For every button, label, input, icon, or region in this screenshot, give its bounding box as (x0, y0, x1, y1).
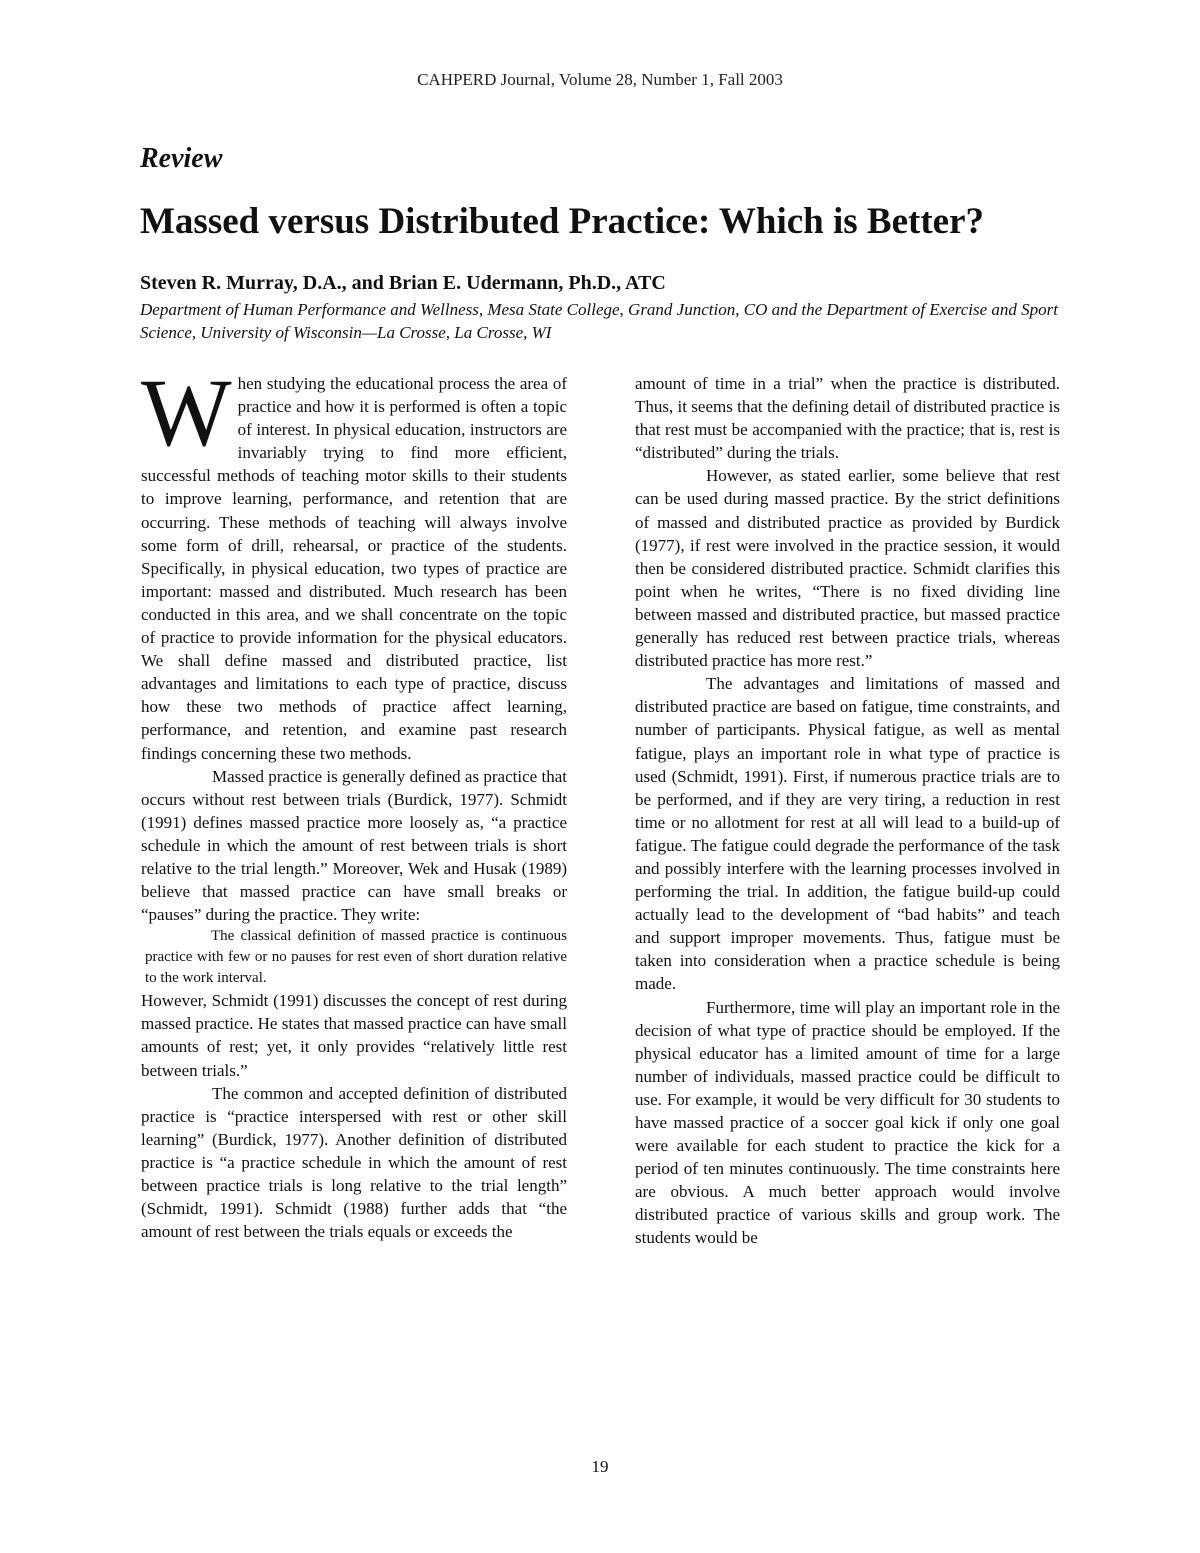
paragraph-intro-text: hen studying the educational process the area of practice and how it is performed is often a topic of interest. In physical education, instructors are invariably trying to find more efficient, successful methods of teaching motor skills to their students to improve learning, performance, and retention that are occurring. These methods of teaching will always involve some form of drill, rehearsal, or practice of the students. Specifically, in physical education, two types of practice are important: massed and distributed. Much research has been conducted in this area, and we shall concentrate on the topic of practice to provide information for the physical educators. We shall define massed and distributed practice, list advantages and limitations to each type of practice, discuss how these two methods of practice affect learning, performance, and retention, and examine past research findings concerning these two methods. (141, 374, 567, 763)
paragraph-continued: amount of time in a trial” when the practice is distributed. Thus, it seems that the defining detail of distributed practice is that rest must be accompanied with the practice; that is, rest is “distributed” during the trials. (635, 374, 1060, 463)
paragraph-schmidt-rest: However, Schmidt (1991) discusses the concept of rest during massed practice. He states that massed practice can have small amounts of rest; yet, it only provides “relatively little rest between trials.” (141, 991, 567, 1080)
page-number: 19 (591, 1457, 609, 1476)
paragraph-advantages: The advantages and limitations of massed and distributed practice are based on fatigue, time constraints, and number of participants. Physical fatigue, as well as mental fatigue, plays an important role in what type of practice is used (Schmidt, 1991). First, if numerous practice trials are to be performed, and if they are very tiring, a reduction in rest time or no allotment for rest at all will lead to a build-up of fatigue. The fatigue could degrade the performance of the task and possibly interfere with the learning processes involved in performing the trial. In addition, the fatigue build-up could actually lead to the development of “bad habits” and teach and support improper movements. Thus, fatigue must be taken into consideration when a practice schedule is being made. (635, 674, 1060, 994)
affiliation: Department of Human Performance and Wellness, Mesa State College, Grand Junction, CO and the Department of Exercise and Sport Science, University of Wisconsin—La Crosse, La Crosse, WI (140, 300, 1059, 342)
authors: Steven R. Murray, D.A., and Brian E. Udermann, Ph.D., ATC (140, 272, 666, 294)
block-quote: The classical definition of massed practice is continuous practice with few or no pauses for rest even of short duration relative to the work interval. (145, 928, 567, 987)
paragraph-rest-massed: However, as stated earlier, some believe that rest can be used during massed practice. By the strict definitions of massed and distributed practice as provided by Burdick (1977), if rest were involved in the practice session, it would then be considered distributed practice. Schmidt clarifies this point when he writes, “There is no fixed dividing line between massed and distributed practice, but massed practice generally has reduced rest between practice trials, whereas distributed practice has more rest.” (635, 466, 1060, 671)
section-label: Review (140, 143, 223, 174)
left-column (141, 359, 567, 1243)
article-title: Massed versus Distributed Practice: Which is Better? (140, 201, 985, 242)
drop-cap: W (141, 359, 232, 466)
paragraph-intro (141, 359, 567, 765)
right-column (635, 372, 1060, 1250)
paragraph-massed-definition: Massed practice is generally defined as practice that occurs without rest between trials (Burdick, 1977). Schmidt (1991) defines massed practice more loosely as, “a practice schedule in which the amount of rest between trials is short relative to the trial length.” Moreover, Wek and Husak (1989) believe that massed practice can have small breaks or “pauses” during the practice. They write: (141, 766, 567, 925)
journal-header: CAHPERD Journal, Volume 28, Number 1, Fall 2003 (417, 70, 783, 89)
paragraph-time: Furthermore, time will play an important role in the decision of what type of practice should be employed. If the physical educator has a limited amount of time for a large number of individuals, massed practice could be difficult to use. For example, it would be very difficult for 30 students to have massed practice of a soccer goal kick if only one goal were available for each student to practice the kick for a period of ten minutes continuously. The time constraints here are obvious. A much better approach would involve distributed practice of various skills and group work. The students would be (635, 997, 1060, 1248)
paragraph-distributed-definition: The common and accepted definition of distributed practice is “practice interspersed with rest or other skill learning” (Burdick, 1977). Another definition of distributed practice is “a practice schedule in which the amount of rest between practice trials is long relative to the trial length” (Schmidt, 1991). Schmidt (1988) further adds that “the amount of rest between the trials equals or exceeds the (141, 1083, 567, 1242)
